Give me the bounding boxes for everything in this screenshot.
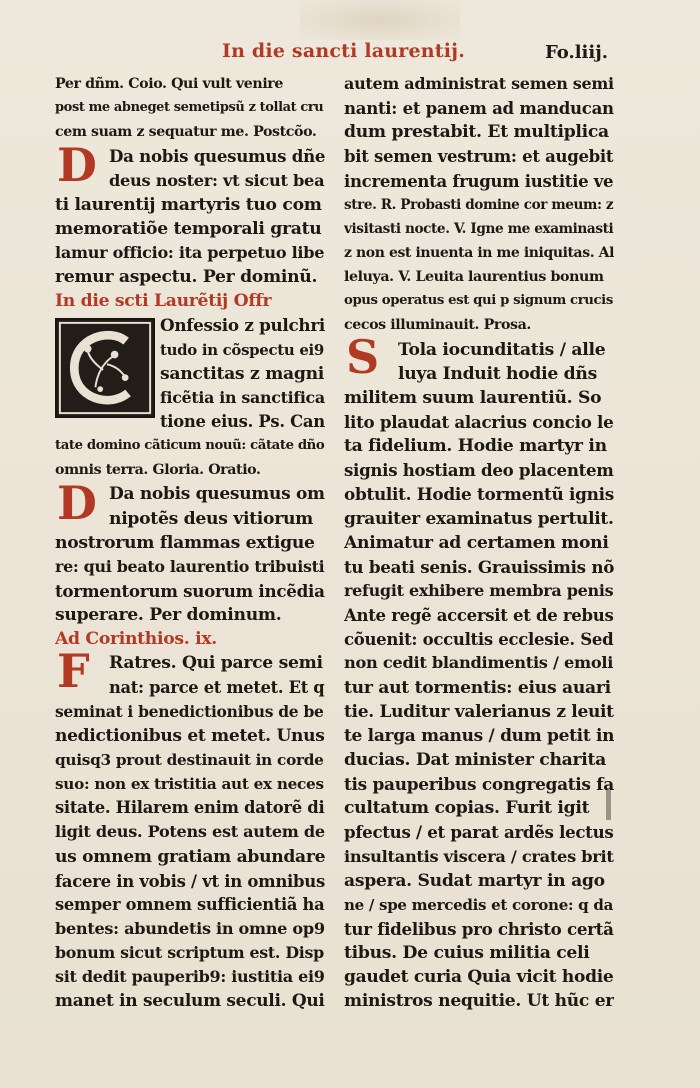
- right-text-line: militem suum laurentiũ. So: [344, 387, 602, 408]
- left-text-line: re: qui beato laurentio tribuisti: [55, 556, 325, 576]
- right-text-line: tis pauperibus congregatis fa: [344, 774, 614, 795]
- red-initial-f: F: [57, 644, 90, 698]
- right-text-line: autem administrat semen semi: [344, 74, 614, 93]
- left-text-line: ficẽtia in sanctifica: [160, 387, 325, 407]
- right-text-line: bit semen vestrum: et augebit: [344, 146, 614, 167]
- right-text-line: dum prestabit. Et multiplica: [344, 122, 609, 143]
- right-text-line: visitasti nocte. V. Igne me examinasti: [344, 220, 614, 237]
- right-text-line: ne / spe mercedis et corone: q da: [344, 895, 614, 914]
- left-text-line: tate domino cãticum nouũ: cãtate dño: [55, 438, 325, 454]
- right-text-line: leluya. V. Leuita laurentius bonum: [344, 269, 604, 286]
- left-text-line: manet in seculum seculi. Qui: [55, 991, 325, 1012]
- left-text-line: sit dedit pauperib9: iustitia ei9: [55, 967, 325, 987]
- decorated-initial-c: [55, 318, 155, 418]
- right-text-line: Animatur ad certamen moni: [344, 532, 609, 553]
- right-text-line: gaudet curia Quia vicit hodie: [344, 967, 614, 988]
- right-text-line: cultatum copias. Furit igit: [344, 798, 590, 819]
- right-text-line: non cedit blandimentis / emoli: [344, 653, 614, 673]
- left-text-line: cem suam z sequatur me. Postcõo.: [55, 124, 317, 141]
- left-text-line: tione eius. Ps. Can: [160, 411, 325, 431]
- left-text-line: Da nobis quesumus om: [109, 484, 325, 505]
- right-text-line: stre. R. Probasti domine cor meum: z: [344, 196, 614, 213]
- left-text-line: nat: parce et metet. Et q: [109, 677, 325, 697]
- left-text-line: ligit deus. Potens est autem de: [55, 822, 325, 842]
- right-text-line: nanti: et panem ad manducan: [344, 98, 614, 119]
- left-text-line: bentes: abundetis in omne op9: [55, 918, 325, 938]
- right-text-line: incrementa frugum iustitie ve: [344, 170, 614, 191]
- right-text-line: insultantis viscera / crates brit: [344, 846, 614, 866]
- right-text-line: tibus. De cuius militia celi: [344, 943, 590, 964]
- red-initial-d-1: D: [57, 138, 97, 192]
- right-text-line: tie. Luditur valerianus z leuit: [344, 701, 614, 722]
- right-text-line: refugit exhibere membra penis: [344, 580, 614, 600]
- left-text-line: nostrorum flammas extigue: [55, 532, 315, 553]
- left-text-line: Ad Corinthios. ix.: [55, 629, 217, 650]
- left-text-line: sitate. Hilarem enim datorẽ di: [55, 798, 325, 818]
- left-text-line: us omnem gratiam abundare: [55, 846, 325, 867]
- left-text-line: suo: non ex tristitia aut ex neces: [55, 775, 324, 794]
- left-text-line: Onfessio z pulchri: [160, 315, 325, 336]
- left-text-line: omnis terra. Gloria. Oratio.: [55, 462, 261, 479]
- right-text-line: luya Induit hodie dñs: [398, 363, 597, 384]
- left-column: [55, 72, 325, 1013]
- left-text-line: quisq3 prout destinauit in corde: [55, 750, 324, 769]
- left-text-line: sanctitas z magni: [160, 363, 324, 384]
- right-text-line: z non est inuenta in me iniquitas. Al: [344, 244, 614, 261]
- right-text-line: Ante regẽ accersit et de rebus: [344, 605, 614, 626]
- right-text-line: cecos illuminauit. Prosa.: [344, 317, 531, 334]
- margin-mark: [606, 790, 611, 820]
- red-initial-s: S: [346, 330, 380, 384]
- folio-number: Fo.liij.: [544, 42, 608, 63]
- left-text-line: seminat i benedictionibus de be: [55, 701, 324, 721]
- right-text-line: lito plaudat alacrius concio le: [344, 411, 614, 432]
- left-text-line: nedictionibus et metet. Unus: [55, 725, 325, 746]
- right-text-line: grauiter examinatus pertulit.: [344, 508, 614, 529]
- left-text-line: Da nobis quesumus dñe: [109, 146, 325, 167]
- left-text-line: tormentorum suorum incẽdia: [55, 580, 325, 601]
- right-text-line: opus operatus est qui p signum crucis: [344, 293, 613, 309]
- right-text-line: tu beati senis. Grauissimis nõ: [344, 556, 614, 577]
- paper-stain: [300, 0, 460, 40]
- left-text-line: deus noster: vt sicut bea: [109, 170, 325, 190]
- left-text-line: facere in vobis / vt in omnibus: [55, 870, 325, 891]
- left-text-line: nipotẽs deus vitiorum: [109, 508, 314, 529]
- right-text-line: pfectus / et parat ardẽs lectus: [344, 822, 614, 843]
- right-text-line: aspera. Sudat martyr in ago: [344, 870, 605, 891]
- left-text-line: In die scti Laurẽtij Offr: [55, 291, 272, 312]
- running-head: In die sancti laurentij.: [222, 40, 466, 62]
- right-text-line: te larga manus / dum petit in: [344, 725, 614, 746]
- left-text-line: ti laurentij martyris tuo com: [55, 194, 322, 215]
- page-header: [0, 40, 700, 70]
- right-text-line: obtulit. Hodie tormentũ ignis: [344, 484, 614, 505]
- right-text-line: ta fidelium. Hodie martyr in: [344, 436, 607, 457]
- right-text-line: ducias. Dat minister charita: [344, 749, 606, 770]
- right-text-line: tur fidelibus pro christo certã: [344, 918, 614, 939]
- left-text-line: superare. Per dominum.: [55, 605, 282, 626]
- left-text-line: Ratres. Qui parce semi: [109, 653, 323, 674]
- left-text-line: tudo in cõspectu ei9: [160, 340, 324, 359]
- left-text-line: Per dñm. Coio. Qui vult venire: [55, 76, 284, 92]
- left-text-line: remur aspectu. Per dominũ.: [55, 267, 318, 288]
- right-column: [344, 72, 614, 1013]
- floral-initial-icon: [57, 320, 153, 416]
- right-text-line: Tola iocunditatis / alle: [398, 339, 606, 360]
- left-text-line: memoratiõe temporali gratu: [55, 218, 322, 239]
- red-initial-d-2: D: [57, 476, 97, 530]
- left-text-line: lamur officio: ita perpetuo libe: [55, 242, 325, 262]
- right-text-line: signis hostiam deo placentem: [344, 460, 614, 481]
- left-text-line: bonum sicut scriptum est. Disp: [55, 943, 324, 963]
- right-text-line: ministros nequitie. Ut hũc er: [344, 991, 614, 1012]
- right-text-line: tur aut tormentis: eius auari: [344, 677, 611, 698]
- left-text-line: semper omnem sufficientiã ha: [55, 894, 325, 914]
- left-text-line: post me abneget semetipsũ z tollat cru: [55, 100, 324, 116]
- right-text-line: cõuenit: occultis ecclesie. Sed: [344, 629, 614, 650]
